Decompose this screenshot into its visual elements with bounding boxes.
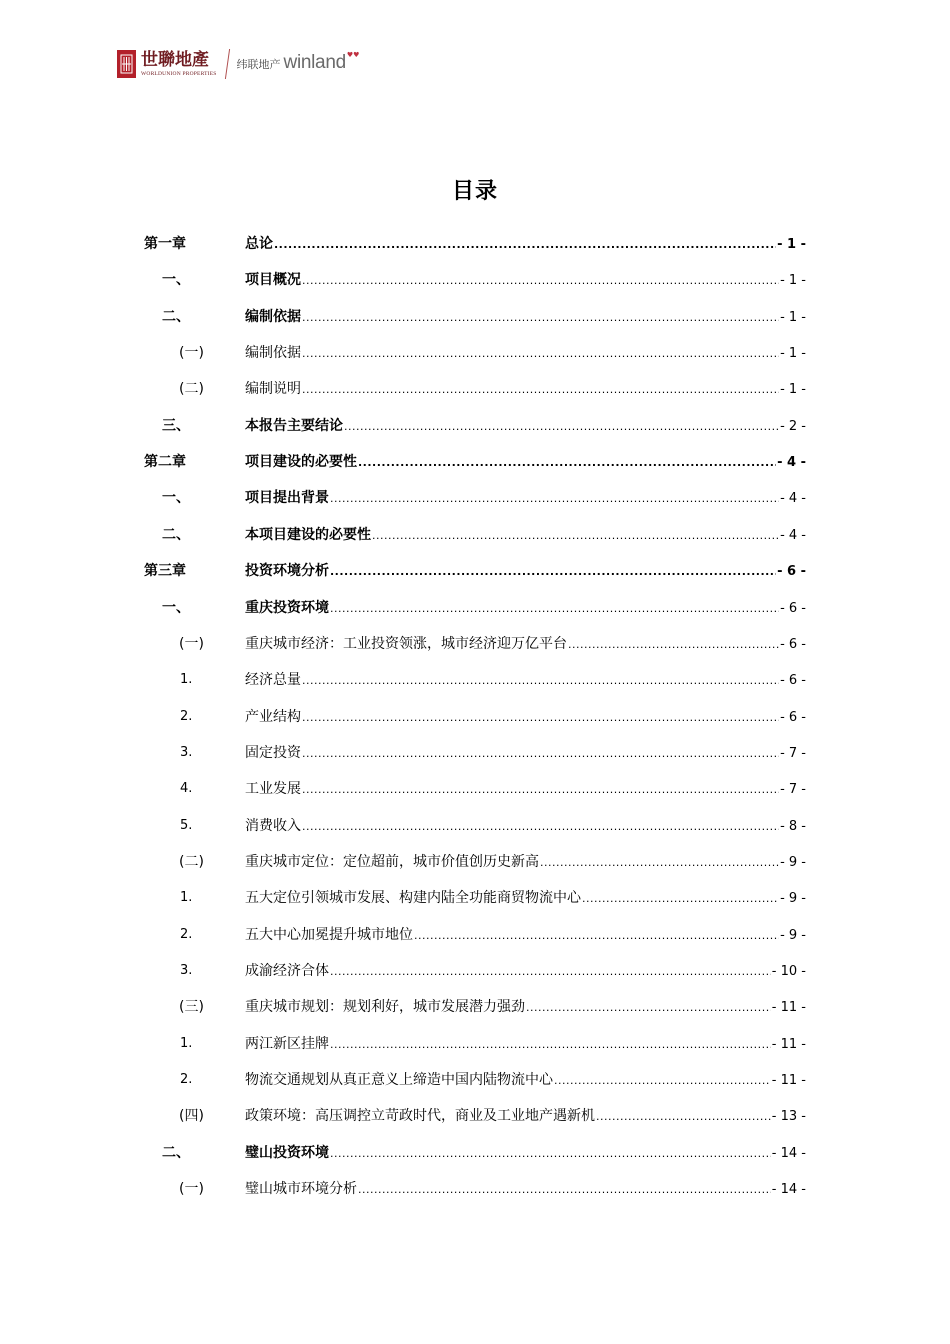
toc-dot-leader xyxy=(302,809,779,845)
toc-title: 璧山城市环境分析 xyxy=(245,1181,357,1198)
logo-cn-text: 世聯地產 xyxy=(141,49,209,70)
toc-number: 第三章 xyxy=(144,563,186,580)
toc-number: 1. xyxy=(180,672,193,688)
toc-page-number: - 9 - xyxy=(780,927,806,943)
toc-title: 编制说明 xyxy=(245,381,301,398)
toc-entry[interactable] xyxy=(0,408,950,444)
toc-title: 两江新区挂牌 xyxy=(245,1035,329,1052)
toc-dot-leader xyxy=(330,554,776,590)
toc-entry-line xyxy=(245,590,806,627)
toc-entry-line xyxy=(245,517,806,554)
toc-entry[interactable] xyxy=(0,917,950,953)
toc-page-number: - 1 - xyxy=(780,273,806,289)
toc-title: 本报告主要结论 xyxy=(245,417,343,434)
toc-entry-line xyxy=(245,444,806,481)
toc-page-number: - 4 - xyxy=(780,491,806,507)
toc-dot-leader xyxy=(302,263,779,299)
toc-entry-line xyxy=(245,1098,806,1135)
toc-number: 一、 xyxy=(162,599,190,616)
toc-dot-leader xyxy=(568,627,779,663)
toc-title: 重庆城市规划：规划利好，城市发展潜力强劲 xyxy=(245,999,525,1016)
toc-entry[interactable] xyxy=(0,299,950,335)
toc-number: (一) xyxy=(179,635,204,652)
toc-entry-line xyxy=(245,880,806,917)
toc-dot-leader xyxy=(330,481,779,517)
toc-page-number: - 7 - xyxy=(780,782,806,798)
toc-entry[interactable] xyxy=(0,626,950,662)
toc-number: 3. xyxy=(180,963,193,978)
toc-title: 固定投资 xyxy=(245,744,301,761)
toc-page-number: - 6 - xyxy=(777,564,806,580)
toc-number: 第一章 xyxy=(144,236,186,252)
toc-dot-leader xyxy=(274,227,776,263)
toc-number: (一) xyxy=(179,1181,204,1198)
toc-number: 3. xyxy=(180,744,193,760)
toc-number: 2. xyxy=(180,1072,193,1088)
toc-number: (三) xyxy=(179,999,204,1016)
winland-hearts-icon: ♥♥ xyxy=(346,51,360,59)
toc-entry-line xyxy=(245,808,806,845)
toc-number: 5. xyxy=(180,817,193,833)
toc-title: 工业发展 xyxy=(245,781,301,798)
toc-entry[interactable] xyxy=(0,590,950,626)
logo-en-text: WORLDUNION PROPERTIES xyxy=(141,70,217,77)
toc-number: 二、 xyxy=(162,526,190,543)
toc-page-number: - 9 - xyxy=(780,854,806,870)
toc-number: (一) xyxy=(179,345,204,362)
toc-title: 本项目建设的必要性 xyxy=(245,526,371,543)
worldunion-wordmark xyxy=(141,51,217,78)
toc-entry[interactable] xyxy=(0,1135,950,1171)
toc-title: 经济总量 xyxy=(245,672,301,689)
toc-entry[interactable] xyxy=(0,1026,950,1062)
toc-entry-line xyxy=(245,480,806,517)
toc-entry-line xyxy=(245,335,806,372)
toc-entry-line xyxy=(245,735,806,772)
toc-dot-leader xyxy=(302,663,779,699)
toc-title: 投资环境分析 xyxy=(245,563,329,580)
toc-dot-leader xyxy=(302,772,779,808)
toc-dot-leader xyxy=(554,1063,771,1099)
logo-divider xyxy=(224,49,230,79)
toc-number: 2. xyxy=(180,708,193,724)
toc-dot-leader xyxy=(302,300,779,336)
toc-page-number: - 6 - xyxy=(780,600,806,616)
toc-title: 重庆投资环境 xyxy=(245,599,329,616)
toc-title: 项目建设的必要性 xyxy=(245,454,357,471)
toc-dot-leader xyxy=(540,845,779,881)
toc-page-number: - 10 - xyxy=(771,964,806,979)
toc-dot-leader xyxy=(302,336,779,372)
toc-entry[interactable] xyxy=(0,226,950,262)
worldunion-logo-icon xyxy=(117,50,136,78)
toc-number: 三、 xyxy=(162,417,190,434)
toc-number: 1. xyxy=(180,890,193,906)
toc-entry-line xyxy=(245,626,806,663)
toc-page-number: - 11 - xyxy=(771,1000,806,1016)
toc-number: (二) xyxy=(179,381,204,398)
toc-title: 五大中心加冕提升城市地位 xyxy=(245,926,413,943)
toc-dot-leader xyxy=(302,372,779,408)
toc-entry-line xyxy=(245,917,806,954)
toc-title: 总论 xyxy=(245,236,273,252)
toc-entry-line xyxy=(245,699,806,736)
toc-page-number: - 6 - xyxy=(780,636,806,652)
toc-page-number: - 4 - xyxy=(777,455,806,471)
toc-title: 编制依据 xyxy=(245,345,301,362)
toc-page-number: - 6 - xyxy=(780,709,806,725)
toc-entry[interactable] xyxy=(0,844,950,880)
toc-title: 消费收入 xyxy=(245,817,301,834)
toc-title: 重庆城市定位：定位超前，城市价值创历史新高 xyxy=(245,853,539,870)
toc-number: (四) xyxy=(179,1108,204,1125)
toc-dot-leader xyxy=(358,445,776,481)
toc-entry[interactable] xyxy=(0,262,950,298)
page-title: 目录 xyxy=(451,179,498,204)
toc-page-number: - 8 - xyxy=(780,818,806,834)
toc-dot-leader xyxy=(302,700,779,736)
toc-number: 第二章 xyxy=(144,454,186,471)
toc-number: 2. xyxy=(180,926,193,942)
toc-entry[interactable] xyxy=(0,1062,950,1098)
toc-entry-line xyxy=(245,953,806,990)
toc-number: (二) xyxy=(179,853,204,870)
toc-dot-leader xyxy=(414,918,779,954)
toc-dot-leader xyxy=(344,409,779,445)
toc-entry-line xyxy=(245,262,806,299)
toc-entry-line xyxy=(245,226,806,263)
toc-number: 一、 xyxy=(162,490,190,507)
toc-page-number: - 9 - xyxy=(780,891,806,907)
toc-title: 成渝经济合体 xyxy=(245,963,329,979)
toc-number: 4. xyxy=(180,781,193,797)
toc-entry[interactable] xyxy=(0,953,950,989)
toc-number: 二、 xyxy=(162,1144,190,1161)
toc-entry-line xyxy=(245,371,806,408)
toc-dot-leader xyxy=(596,1099,771,1135)
toc-dot-leader xyxy=(372,518,779,554)
toc-entry-line xyxy=(245,299,806,336)
toc-entry-line xyxy=(245,553,806,590)
toc-dot-leader xyxy=(330,1027,771,1063)
toc-page-number: - 6 - xyxy=(780,673,806,689)
toc-dot-leader xyxy=(330,1136,771,1172)
toc-dot-leader xyxy=(330,954,771,990)
toc-entry-line xyxy=(245,662,806,699)
toc-entry[interactable] xyxy=(0,808,950,844)
toc-title: 项目概况 xyxy=(245,272,301,289)
toc-entry[interactable] xyxy=(0,989,950,1025)
toc-entry[interactable] xyxy=(0,371,950,407)
toc-page-number: - 11 - xyxy=(771,1073,806,1089)
toc-entry[interactable] xyxy=(0,735,950,771)
toc-entry-line xyxy=(245,1171,806,1208)
toc-title: 项目提出背景 xyxy=(245,490,329,507)
toc-title: 五大定位引领城市发展、构建内陆全功能商贸物流中心 xyxy=(245,890,581,907)
toc-page-number: - 4 - xyxy=(780,527,806,543)
toc-page-number: - 1 - xyxy=(780,309,806,325)
toc-number: 1. xyxy=(180,1035,193,1051)
toc-entry[interactable] xyxy=(0,444,950,480)
toc-page-number: - 2 - xyxy=(780,418,806,434)
toc-page-number: - 14 - xyxy=(771,1145,806,1161)
toc-entry[interactable] xyxy=(0,335,950,371)
toc-entry-line xyxy=(245,408,806,445)
toc-dot-leader xyxy=(358,1172,771,1208)
toc-page-number: - 11 - xyxy=(771,1036,806,1052)
toc-page-number: - 7 - xyxy=(780,745,806,761)
toc-dot-leader xyxy=(526,990,771,1026)
header-logo xyxy=(117,46,359,82)
toc-page-number: - 1 - xyxy=(777,237,806,252)
toc-title: 物流交通规划从真正意义上缔造中国内陆物流中心 xyxy=(245,1072,553,1089)
toc-entry[interactable] xyxy=(0,480,950,516)
partner-cn-text: 纬联地产 xyxy=(236,58,281,71)
toc-number: 二、 xyxy=(162,308,190,325)
toc-dot-leader xyxy=(330,591,779,627)
toc-title: 政策环境：高压调控立苛政时代，商业及工业地产遇新机 xyxy=(245,1108,595,1125)
toc-dot-leader xyxy=(582,881,779,917)
toc-page-number: - 14 - xyxy=(771,1182,806,1198)
toc-entry-line xyxy=(245,1135,806,1172)
toc-entry[interactable] xyxy=(0,771,950,807)
toc-entry[interactable] xyxy=(0,662,950,698)
toc-entry-line xyxy=(245,844,806,881)
toc-entry-line xyxy=(245,1062,806,1099)
partner-en-text: winland xyxy=(283,52,346,73)
toc-entry[interactable] xyxy=(0,517,950,553)
toc-title: 产业结构 xyxy=(245,708,301,725)
toc-number: 一、 xyxy=(162,272,190,289)
toc-page-number: - 1 - xyxy=(780,382,806,398)
toc-entry[interactable] xyxy=(0,880,950,916)
toc-page-number: - 13 - xyxy=(771,1109,806,1125)
toc-page-number: - 1 - xyxy=(780,346,806,362)
toc-entry[interactable] xyxy=(0,699,950,735)
toc-entry[interactable] xyxy=(0,553,950,589)
toc-entry[interactable] xyxy=(0,1098,950,1134)
toc-dot-leader xyxy=(302,736,779,772)
toc-title: 璧山投资环境 xyxy=(245,1144,329,1161)
toc-title: 编制依据 xyxy=(245,308,301,325)
toc-title: 重庆城市经济：工业投资领涨，城市经济迎万亿平台 xyxy=(245,635,567,652)
toc-entry[interactable] xyxy=(0,1171,950,1207)
toc-entry-line xyxy=(245,1026,806,1063)
toc-entry-line xyxy=(245,771,806,808)
toc-entry-line xyxy=(245,989,806,1026)
